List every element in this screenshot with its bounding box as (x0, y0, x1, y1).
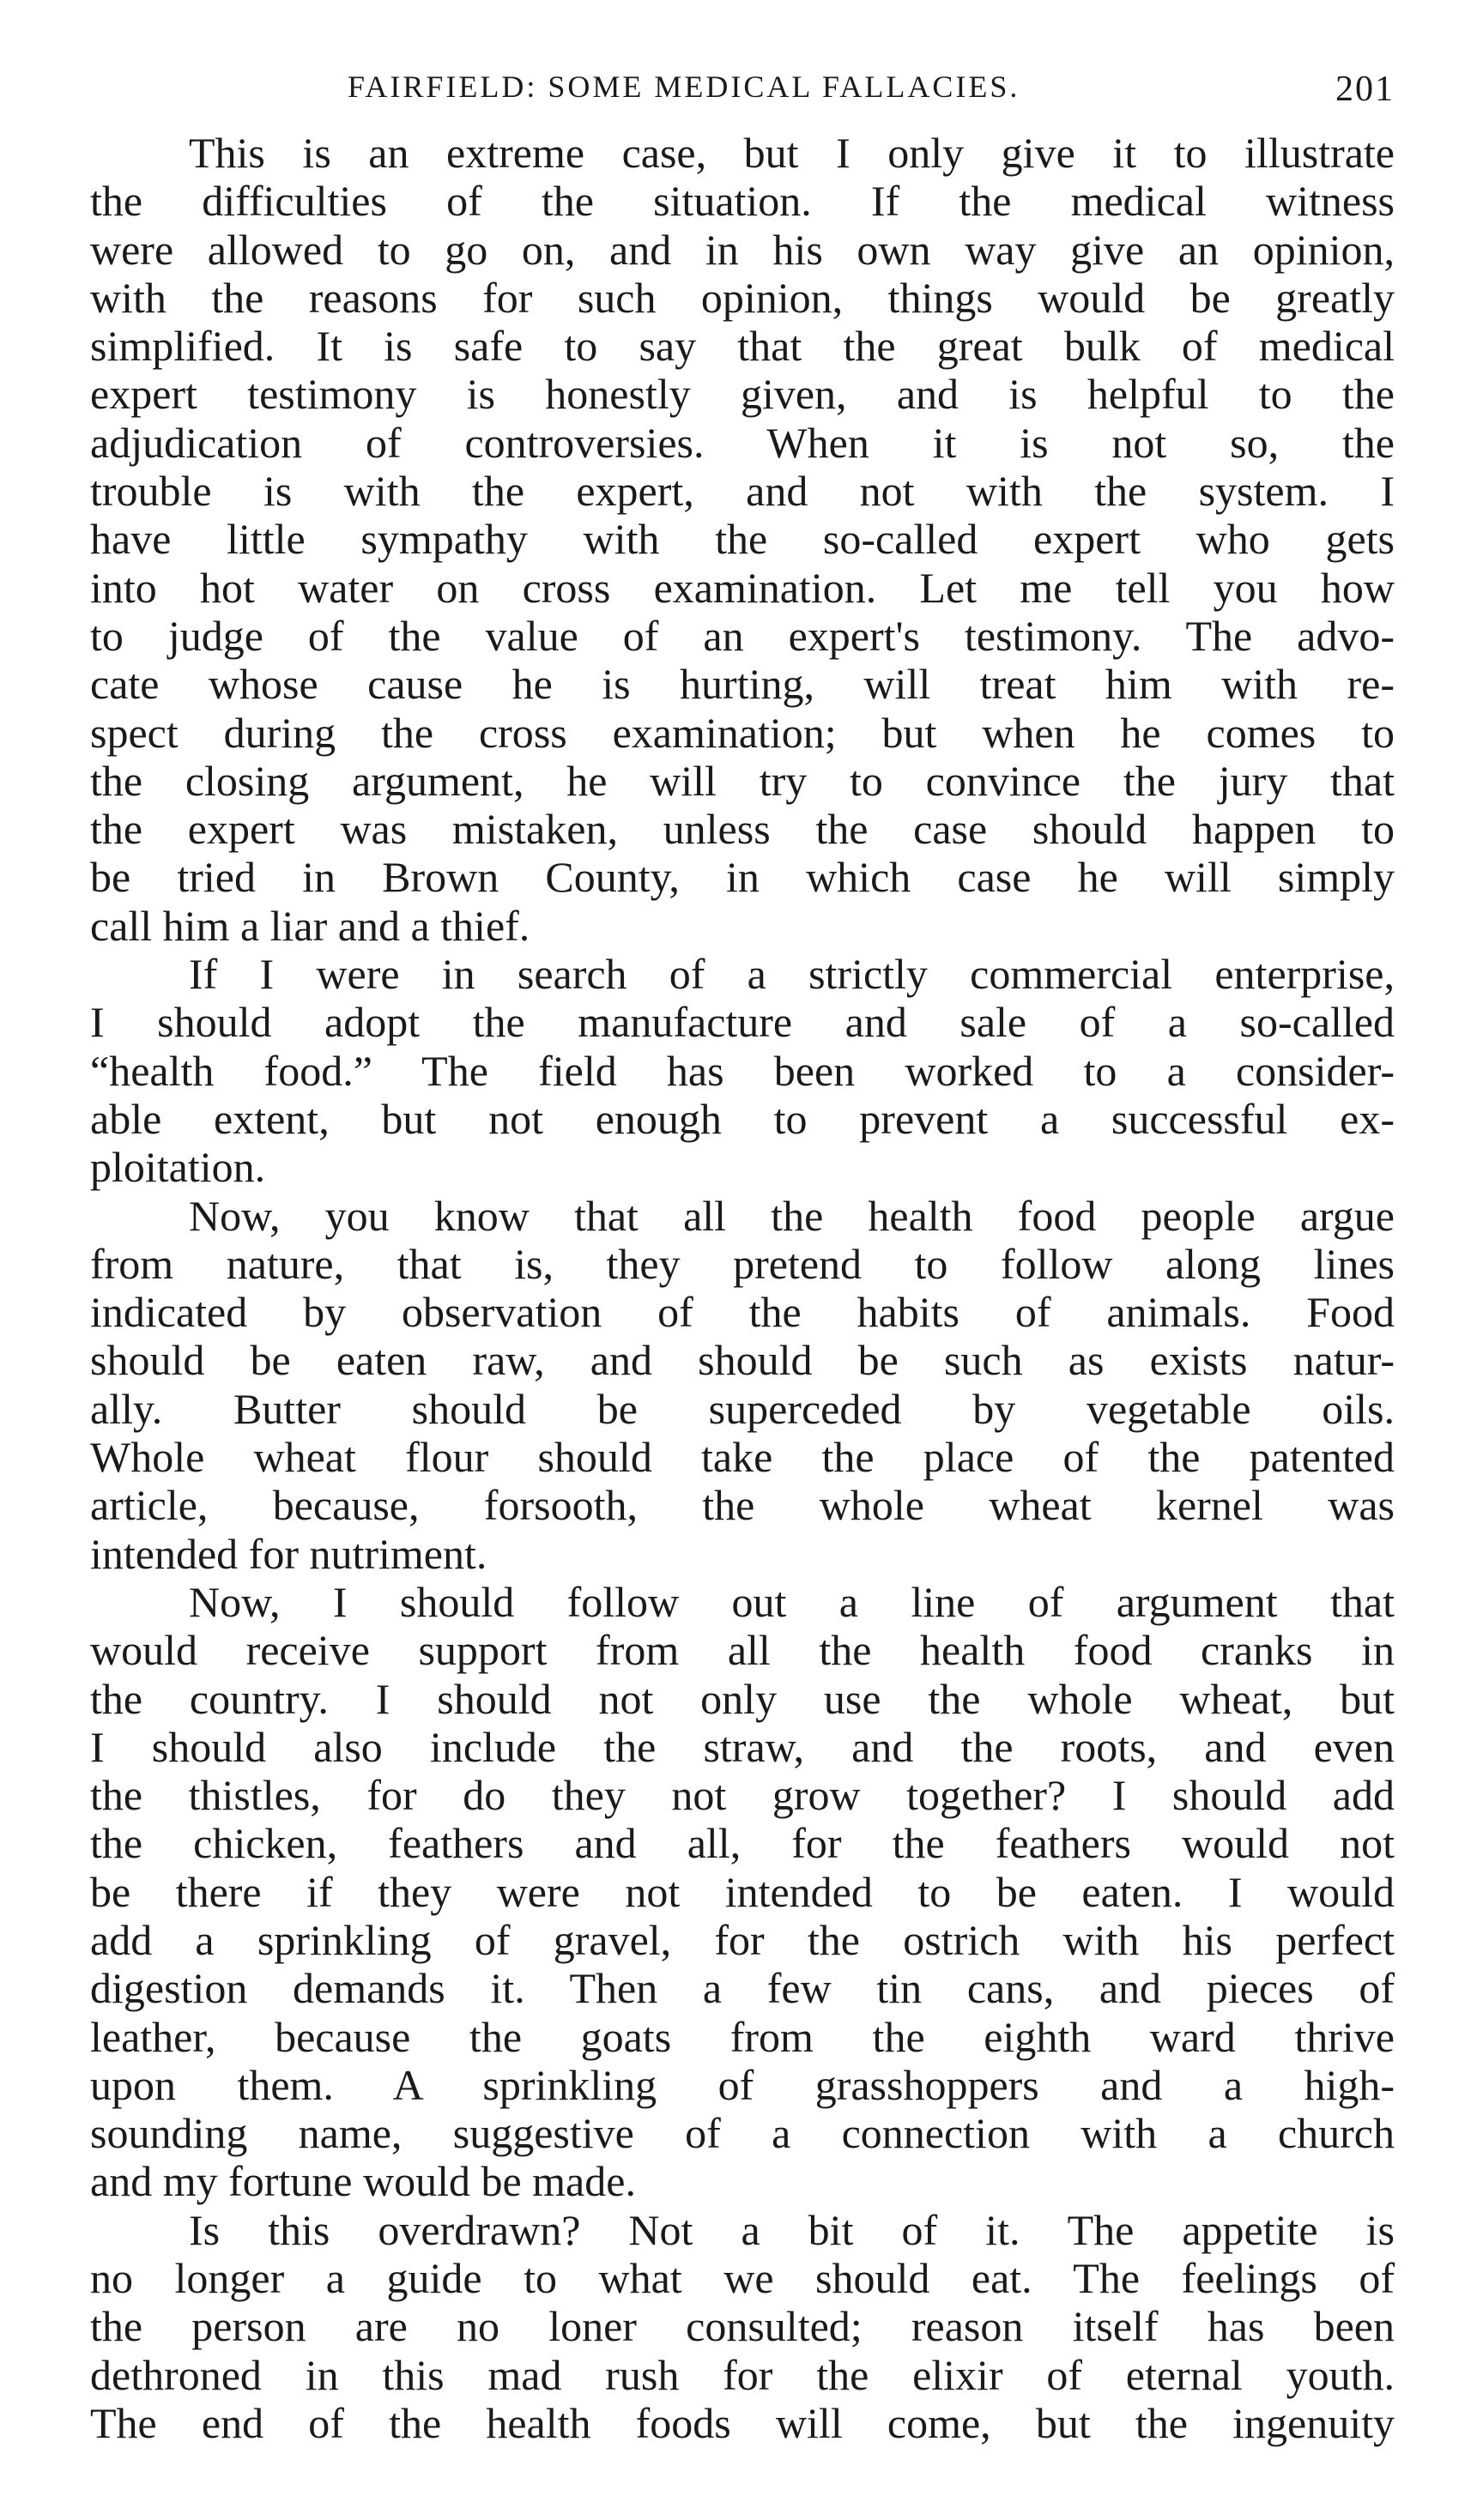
text-line: The end of the health foods will come, but the ingenuity (90, 2398, 1395, 2447)
text-line: adjudication of controversies. When it is not so, the (90, 418, 1395, 467)
text-line: digestion demands it. Then a few tin cans, and pieces of (90, 1964, 1395, 2013)
text-line: I should also include the straw, and the roots, and even (90, 1722, 1395, 1771)
text-line: into hot water on cross examination. Let me tell you how (90, 563, 1395, 612)
text-line: Is this overdrawn? Not a bit of it. The appetite is (189, 2205, 1395, 2254)
page-header (90, 51, 1395, 129)
text-line: article, because, forsooth, the whole wheat kernel was (90, 1481, 1395, 1530)
text-line: trouble is with the expert, and not with the system. I (90, 467, 1395, 516)
text-line: spect during the cross examination; but when he comes to (90, 708, 1395, 757)
text-line: Now, I should follow out a line of argument that (189, 1577, 1395, 1626)
text-line: be there if they were not intended to be eaten. I would (90, 1867, 1395, 1916)
text-line: were allowed to go on, and in his own way give an opinion, (90, 225, 1395, 274)
running-title: FAIRFIELD: SOME MEDICAL FALLACIES. (348, 69, 1020, 104)
text-line: ally. Butter should be superceded by vegetable oils. (90, 1384, 1395, 1433)
text-line: the thistles, for do they not grow together? I should add (90, 1771, 1395, 1820)
text-line: be tried in Brown County, in which case he will simply (90, 853, 1395, 902)
text-line: and my fortune would be made. (90, 2157, 636, 2206)
text-line: would receive support from all the health food cranks in (90, 1626, 1395, 1675)
text-line: should be eaten raw, and should be such as exists natur- (90, 1336, 1395, 1385)
text-line: upon them. A sprinkling of grasshoppers and a high- (90, 2060, 1395, 2109)
text-line: the difficulties of the situation. If the medical witness (90, 177, 1395, 226)
text-line: no longer a guide to what we should eat. The feelings of (90, 2254, 1395, 2303)
text-line: add a sprinkling of gravel, for the ostrich with his perfect (90, 1915, 1395, 1964)
text-line: dethroned in this mad rush for the elixir of eternal youth. (90, 2350, 1395, 2399)
text-line: intended for nutriment. (90, 1529, 487, 1578)
text-line: have little sympathy with the so-called expert who gets (90, 515, 1395, 564)
text-line: indicated by observation of the habits of animals. Food (90, 1288, 1395, 1337)
text-line: able extent, but not enough to prevent a successful ex- (90, 1094, 1395, 1143)
text-line: the chicken, feathers and all, for the feathers would not (90, 1819, 1395, 1868)
text-line: with the reasons for such opinion, things would be greatly (90, 273, 1395, 322)
text-line: expert testimony is honestly given, and is helpful to the (90, 370, 1395, 419)
text-line: This is an extreme case, but I only give it to illustrate (189, 129, 1395, 177)
text-line: sounding name, suggestive of a connection with a church (90, 2109, 1395, 2158)
text-line: If I were in search of a strictly commercial enterprise, (189, 950, 1395, 999)
text-line: “health food.” The field has been worked to a consider- (90, 1046, 1395, 1095)
text-line: call him a liar and a thief. (90, 901, 530, 950)
text-line: Whole wheat flour should take the place of the patented (90, 1433, 1395, 1482)
text-line: simplified. It is safe to say that the great bulk of medical (90, 322, 1395, 371)
body-text (90, 129, 1395, 2447)
text-line: leather, because the goats from the eighth ward thrive (90, 2012, 1395, 2061)
book-page (90, 51, 1395, 2447)
text-line: I should adopt the manufacture and sale of a so-called (90, 998, 1395, 1047)
text-line: Now, you know that all the health food people argue (189, 1191, 1395, 1240)
text-line: ploitation. (90, 1143, 266, 1192)
text-line: the expert was mistaken, unless the case should happen to (90, 805, 1395, 854)
text-line: the country. I should not only use the whole wheat, but (90, 1674, 1395, 1723)
text-line: to judge of the value of an expert's testimony. The advo- (90, 611, 1395, 660)
text-line: from nature, that is, they pretend to follow along lines (90, 1239, 1395, 1288)
page-number: 201 (1335, 69, 1395, 109)
text-line: cate whose cause he is hurting, will treat him with re- (90, 660, 1395, 709)
text-line: the person are no loner consulted; reason itself has been (90, 2302, 1395, 2351)
text-line: the closing argument, he will try to convince the jury that (90, 756, 1395, 805)
